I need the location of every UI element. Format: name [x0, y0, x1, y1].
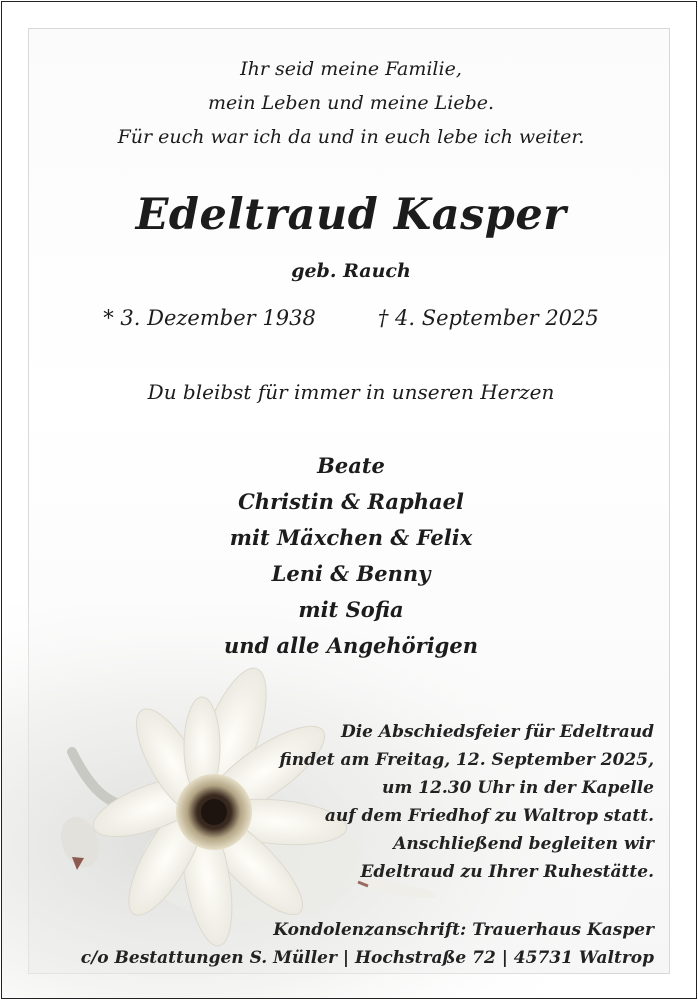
poem-line: Für euch war ich da und in euch lebe ich weiter.: [117, 126, 585, 148]
ceremony-line: Edeltraud zu Ihrer Ruhestätte.: [360, 862, 654, 882]
contact-line: Kondolenzanschrift: Trauerhaus Kasper: [273, 920, 654, 940]
poem: [2, 52, 697, 154]
poem-line: mein Leben und meine Liebe.: [207, 92, 495, 114]
life-dates: [2, 306, 697, 330]
memorial-motto: Du bleibst für immer in unseren Herzen: [147, 380, 555, 404]
obituary-card: [1, 1, 697, 999]
death-date: † 4. September 2025: [377, 306, 599, 330]
deceased-name: Edeltraud Kasper: [135, 190, 567, 240]
ceremony-line: um 12.30 Uhr in der Kapelle: [381, 778, 654, 798]
ceremony-line: Anschließend begleiten wir: [393, 834, 654, 854]
mourner-line: mit Mäxchen & Felix: [229, 525, 473, 550]
maiden-name: geb. Rauch: [291, 260, 411, 282]
birth-date: * 3. Dezember 1938: [103, 306, 316, 330]
mourner-line: Leni & Benny: [271, 561, 431, 586]
condolence-address: [81, 916, 654, 972]
ceremony-line: Die Abschiedsfeier für Edeltraud: [340, 722, 654, 742]
mourner-line: Beate: [317, 453, 385, 478]
contact-line: c/o Bestattungen S. Müller | Hochstraße 72 | 45731 Waltrop: [80, 948, 654, 968]
mourner-line: mit Sofia: [298, 597, 404, 622]
mourners-list: [2, 448, 697, 664]
ceremony-line: auf dem Friedhof zu Waltrop statt.: [324, 806, 654, 826]
mourner-line: Christin & Raphael: [238, 489, 464, 514]
mourner-line: und alle Angehörigen: [224, 633, 478, 658]
ceremony-info: [279, 718, 654, 886]
poem-line: Ihr seid meine Familie,: [240, 58, 462, 80]
ceremony-line: findet am Freitag, 12. September 2025,: [279, 750, 654, 770]
